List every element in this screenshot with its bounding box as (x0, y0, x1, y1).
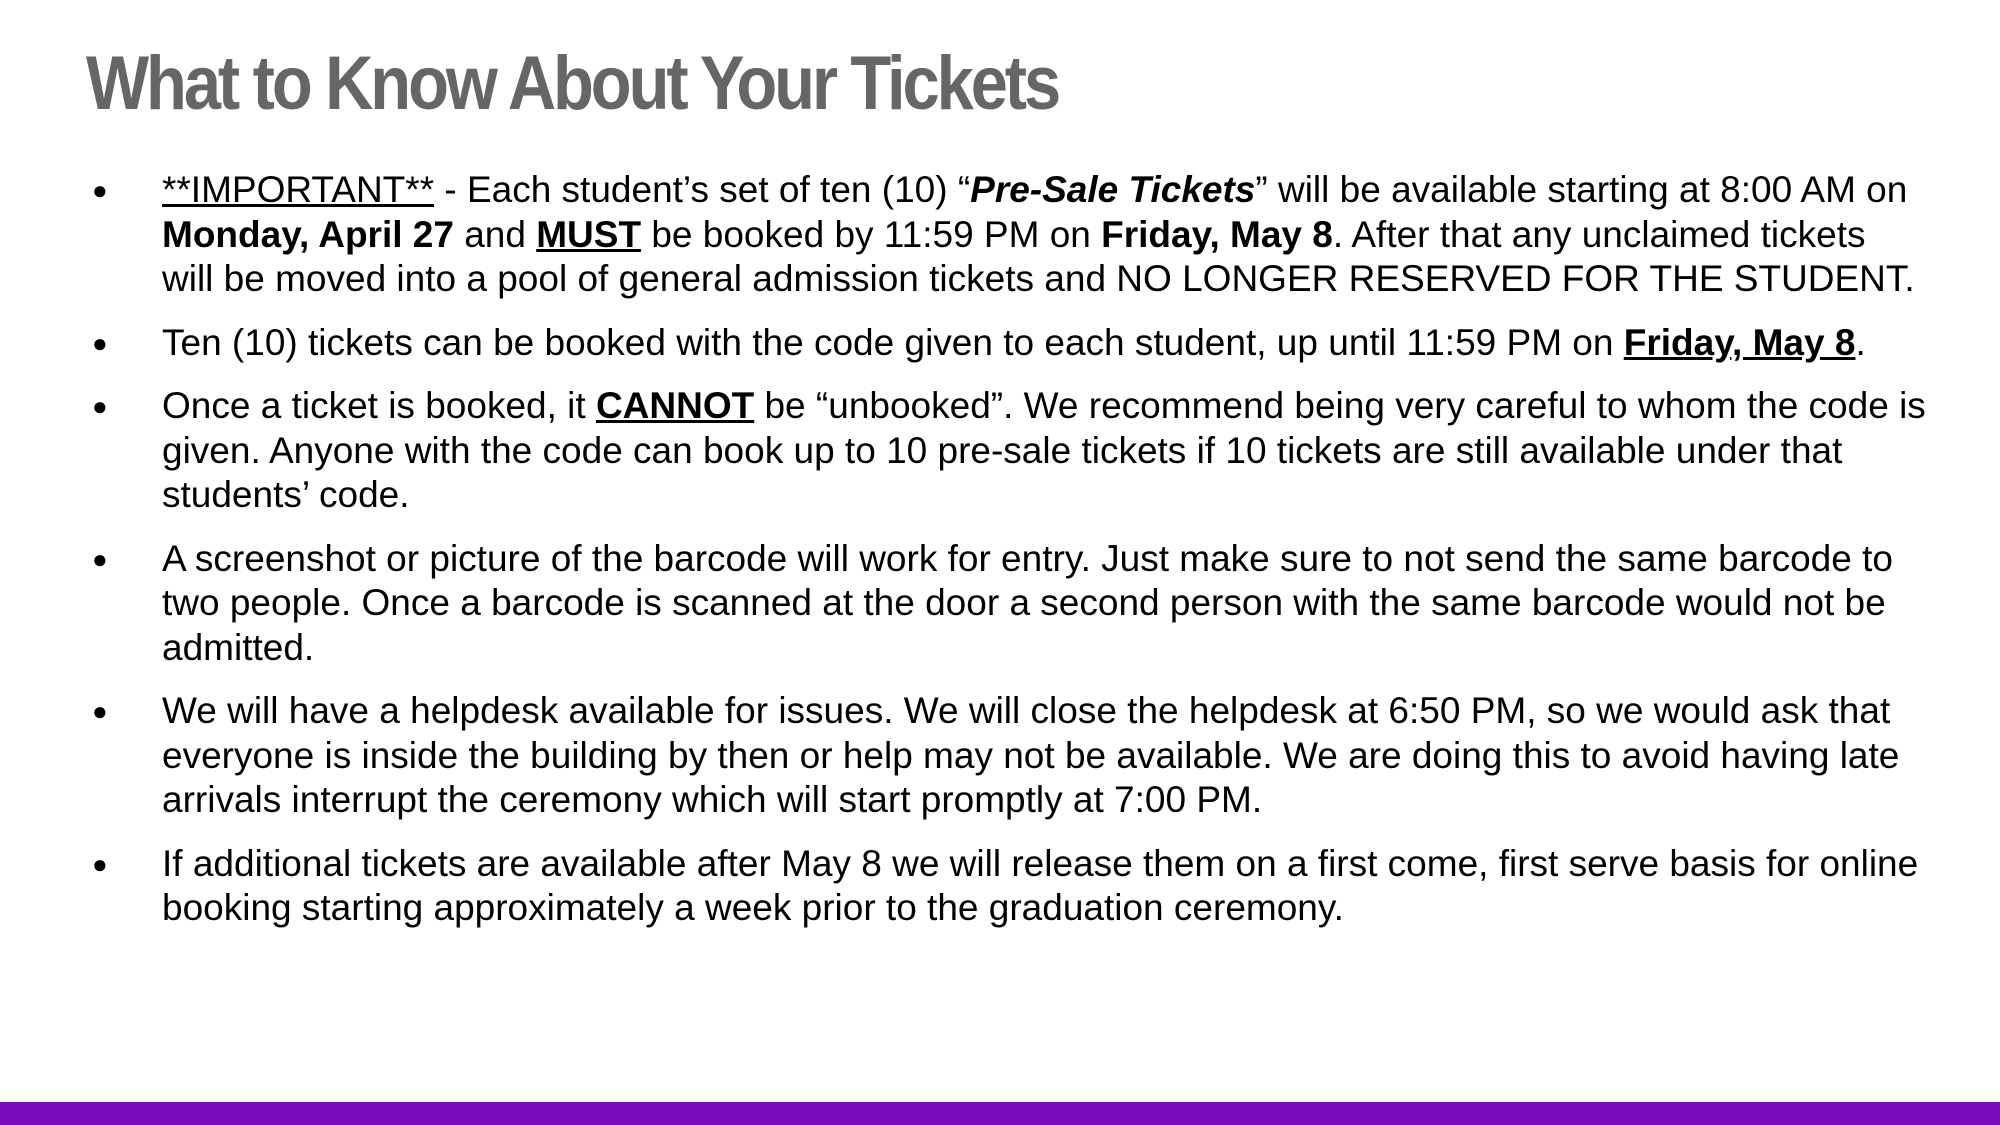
bullet-text: If additional tickets are available after May 8 we will release them on a first come, first serve basis for online booking starting approximately a week prior to the graduation ceremony. (162, 842, 1919, 928)
bullet-text: be “unbooked”. We recommend being very careful to whom the code is given. Anyone with the code can book up to 10 pre-sale tickets if 10 tickets are still available under that students’ code. (162, 385, 1926, 515)
bullet-list (86, 168, 1926, 950)
end-date: Friday, May 8 (1101, 213, 1333, 255)
must-emphasis: MUST (536, 213, 642, 255)
bullet-text: - Each student’s set of ten (10) “ (434, 169, 971, 210)
bullet-text: A screenshot or picture of the barcode will work for entry. Just make sure to not send the same barcode to two people. Once a barcode is scanned at the door a second person with the same barcode would not be admitted. (162, 537, 1893, 668)
bullet-text: . (1855, 321, 1866, 363)
bullet-text: and (453, 213, 537, 255)
deadline-date: Friday, May 8 (1623, 321, 1856, 363)
bullet-item-cannot-unbook (86, 384, 1926, 518)
presale-tickets-label: Pre-Sale Tickets (970, 169, 1256, 210)
bullet-dot-icon: ● (92, 391, 108, 421)
bullet-text: Ten (10) tickets can be booked with the code given to each student, up until 11:59 PM on (162, 321, 1624, 363)
bullet-item-presale-deadline (86, 168, 1926, 302)
bullet-item-additional-tickets (86, 842, 1926, 931)
important-label: **IMPORTANT** (162, 169, 435, 210)
bullet-text: Once a ticket is booked, it (162, 385, 596, 426)
footer-accent-bar (0, 1102, 2000, 1125)
cannot-emphasis: CANNOT (595, 385, 755, 426)
bullet-dot-icon: ● (92, 175, 108, 205)
bullet-dot-icon: ● (92, 327, 108, 358)
bullet-text: be booked by 11:59 PM on (641, 213, 1102, 255)
bullet-text: We will have a helpdesk available for issues. We will close the helpdesk at 6:50 PM, so we would ask that everyone is inside the building by then or help may not be available. We are doing this to avoid having late arrivals interrupt the ceremony which will start promptly at 7:00 PM. (162, 690, 1900, 820)
bullet-item-barcode (86, 537, 1926, 671)
bullet-text: ” will be available starting at 8:00 AM on (1255, 169, 1908, 210)
bullet-dot-icon: ● (92, 696, 108, 726)
bullet-text: . After that any unclaimed tickets will be moved into a pool of general admission tickets and NO LONGER RESERVED FOR THE STUDENT. (162, 213, 1915, 299)
slide-title: What to Know About Your Tickets (86, 41, 1059, 126)
bullet-dot-icon: ● (92, 543, 108, 574)
bullet-item-helpdesk (86, 689, 1926, 823)
bullet-dot-icon: ● (92, 848, 108, 879)
bullet-item-booking-code (86, 321, 1926, 366)
start-date: Monday, April 27 (162, 213, 454, 255)
